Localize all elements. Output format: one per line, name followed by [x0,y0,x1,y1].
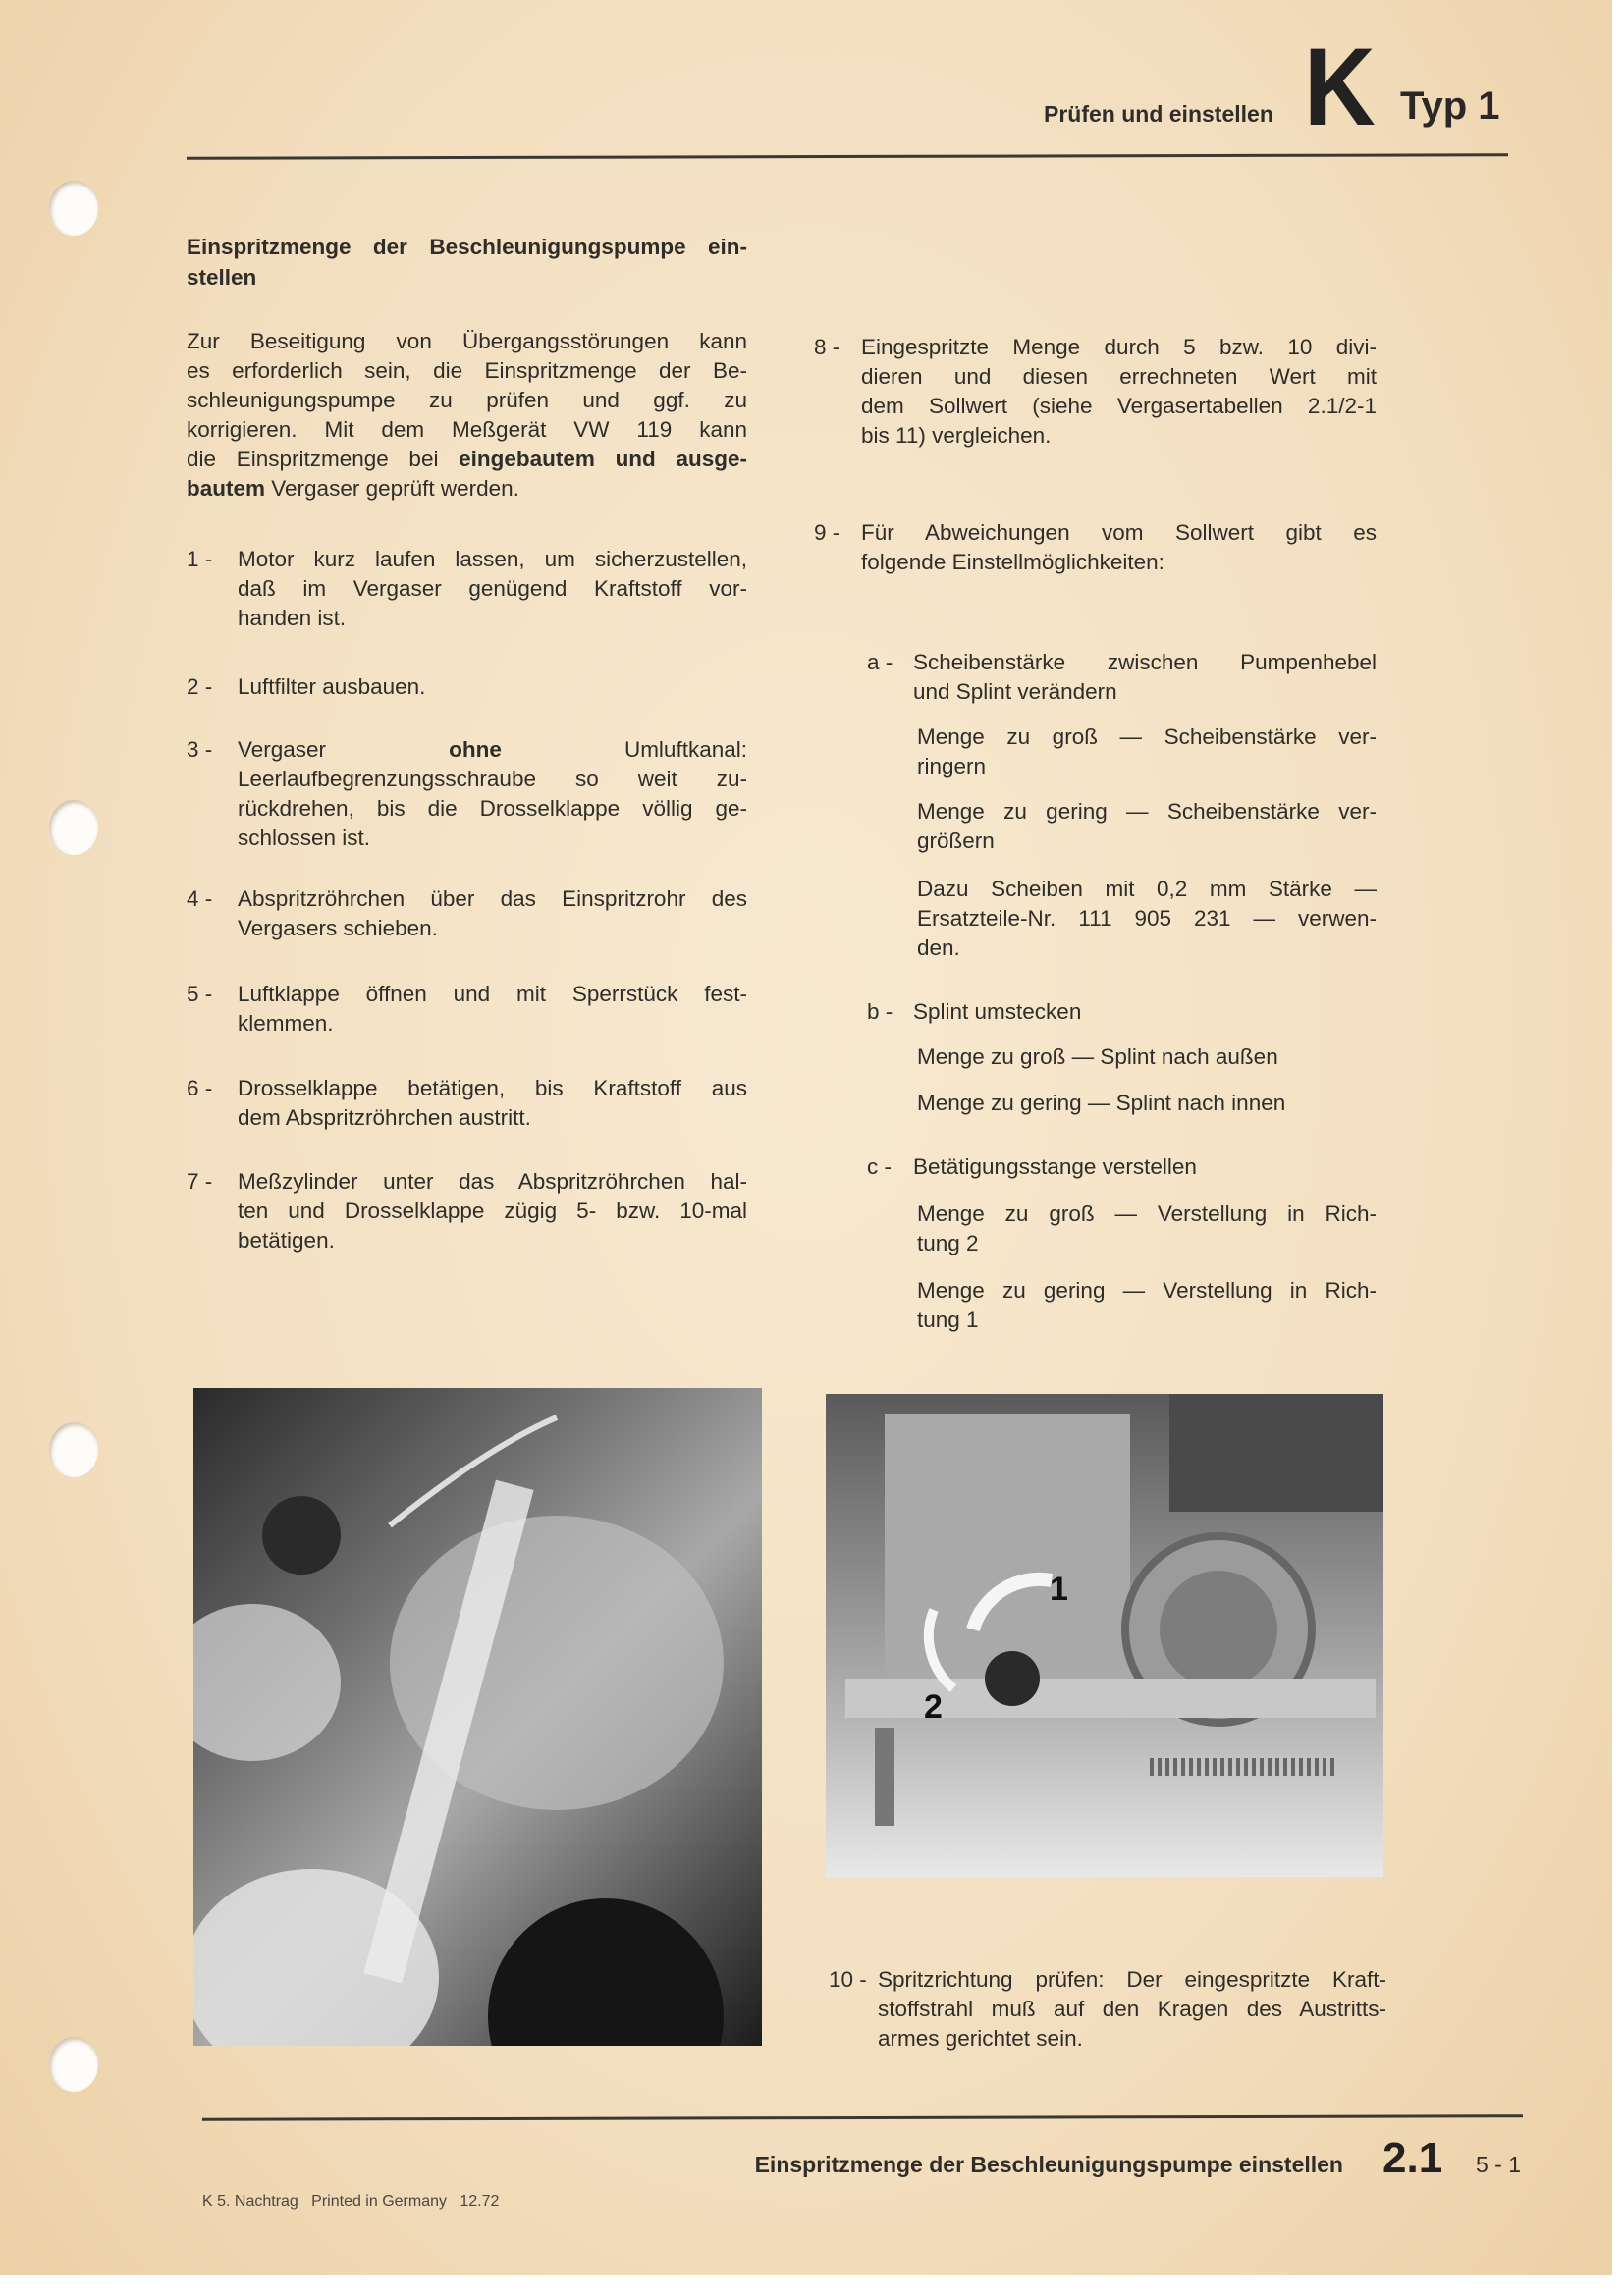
text-line: tung 2 [917,1231,979,1255]
text-line: dem Sollwert (siehe Vergasertabellen 2.1/2-1 [861,394,1377,418]
footer-page-number: 5 - 1 [1476,2152,1522,2177]
step-item [238,672,747,702]
text-line: daß im Vergaser genügend Kraftstoff vor- [238,576,747,601]
step-number: 8 - [814,335,840,359]
step-number: 3 - [187,737,213,762]
punch-hole [49,800,98,855]
text-line: Für Abweichungen vom Sollwert gibt es [861,520,1377,545]
text-line: Luftklappe öffnen und mit Sperrstück fest- [238,982,747,1006]
text-line: Vergasers schieben. [238,916,438,940]
arrow-label-2: 2 [924,1688,943,1726]
footer-rule [202,2114,1523,2121]
text-line: tung 1 [917,1308,979,1332]
footer-section-number: 2.1 [1382,2134,1443,2182]
text-line: schleunigungspumpe zu prüfen und ggf. zu [187,388,747,412]
sub-option-detail [917,722,1377,781]
text-line: dieren und diesen errechneten Wert mit [861,364,1377,389]
text-line: schlossen ist. [238,826,371,850]
header-letter: K [1304,26,1376,148]
text-line: klemmen. [238,1011,334,1036]
step-item [238,980,747,1039]
step-number: 5 - [187,982,213,1006]
text-line: folgende Einstellmöglichkeiten: [861,550,1164,574]
step-item [861,518,1377,577]
step-item [238,1074,747,1133]
sub-option-detail [917,875,1377,963]
punch-hole [49,181,98,236]
text-line: dem Abspritzröhrchen austritt. [238,1105,531,1130]
step-number: b - [867,999,893,1024]
text-line: Betätigungsstange verstellen [913,1154,1197,1179]
photo-measuring-cylinder [193,1388,762,2046]
text-line: Menge zu gering — Scheibenstärke ver- [917,799,1377,824]
text-line: es erforderlich sein, die Einspritzmenge der Be- [187,358,747,383]
text-line: Drosselklappe betätigen, bis Kraftstoff aus [238,1076,747,1100]
text-line: Menge zu groß — Scheibenstärke ver- [917,724,1377,749]
footer-title: Einspritzmenge der Beschleunigungspumpe einstellen [754,2152,1343,2177]
text-line: ten und Drosselklappe zügig 5- bzw. 10-mal [238,1199,747,1223]
text-line: Splint umstecken [913,999,1082,1024]
text-line: Abspritzröhrchen über das Einspritzrohr des [238,886,747,911]
sub-option-detail [917,1200,1377,1258]
step-item [238,735,747,853]
text-line: den. [917,935,960,960]
section-title [187,232,747,293]
sub-option-detail [917,797,1377,856]
text-line: stoffstrahl muß auf den Kragen des Austritts- [878,1997,1386,2021]
step-number: 1 - [187,547,213,571]
sub-option-detail [917,1276,1377,1335]
sub-option-detail [917,1089,1377,1118]
text-line: die Einspritzmenge bei eingebautem und ausge- [187,447,747,471]
step-item [861,333,1377,451]
sub-option [913,997,1377,1027]
step-number: a - [867,650,893,674]
header-section: Prüfen und einstellen [1044,101,1273,127]
punch-hole [49,1422,98,1477]
text-line: Menge zu gering — Splint nach innen [917,1091,1286,1115]
text-line: korrigieren. Mit dem Meßgerät VW 119 kann [187,417,747,442]
text-line: Zur Beseitigung von Übergangsstörungen kann [187,329,747,353]
text-line: stellen [187,265,257,290]
text-line: Dazu Scheiben mit 0,2 mm Stärke — [917,877,1377,901]
text-line: Menge zu groß — Verstellung in Rich- [917,1201,1377,1226]
text-line: bis 11) vergleichen. [861,423,1052,448]
sub-option [913,1152,1377,1182]
header-type: Typ 1 [1400,84,1500,128]
step-number: 9 - [814,520,840,545]
text-line: armes gerichtet sein. [878,2026,1083,2051]
step-item [238,884,747,943]
punch-hole [49,2037,98,2092]
arrow-label-1: 1 [1050,1571,1068,1608]
step-number: 2 - [187,674,213,699]
text-line: Luftfilter ausbauen. [238,674,426,699]
header-rule [187,153,1508,160]
text-line: betätigen. [238,1228,335,1253]
text-line: Ersatzteile-Nr. 111 905 231 — verwen- [917,906,1377,931]
text-line: handen ist. [238,606,347,630]
text-line: Vergaser ohne Umluftkanal: [238,737,747,762]
text-line: Menge zu gering — Verstellung in Rich- [917,1278,1377,1303]
sub-option-detail [917,1042,1377,1072]
text-line: Meßzylinder unter das Abspritzröhrchen hal- [238,1169,747,1194]
footer-imprint: K 5. Nachtrag Printed in Germany 12.72 [202,2193,500,2210]
text-line: rückdrehen, bis die Drosselklappe völlig ge- [238,796,747,821]
step-number: 6 - [187,1076,213,1100]
text-line: Einspritzmenge der Beschleunigungspumpe ein- [187,235,747,259]
step-number: 4 - [187,886,213,911]
text-line: Motor kurz laufen lassen, um sicherzustellen, [238,547,747,571]
photo-carburetor [826,1394,1383,1877]
intro-paragraph [187,327,747,504]
step-number: 7 - [187,1169,213,1194]
step-number: c - [867,1154,892,1179]
text-line: Leerlaufbegrenzungsschraube so weit zu- [238,767,747,791]
text-line: und Splint verändern [913,679,1117,704]
text-line: ringern [917,754,987,778]
sub-option [913,648,1377,707]
text-line: Menge zu groß — Splint nach außen [917,1044,1278,1069]
step-item [238,1167,747,1255]
text-line: Scheibenstärke zwischen Pumpenhebel [913,650,1377,674]
text-line: Eingespritzte Menge durch 5 bzw. 10 divi- [861,335,1377,359]
text-line: größern [917,828,995,853]
text-line: bautem Vergaser geprüft werden. [187,476,519,501]
step-number: 10 - [829,1967,867,1992]
caption-text [878,1965,1386,2054]
step-item [238,545,747,633]
text-line: Spritzrichtung prüfen: Der eingespritzte Kraft- [878,1967,1386,1992]
